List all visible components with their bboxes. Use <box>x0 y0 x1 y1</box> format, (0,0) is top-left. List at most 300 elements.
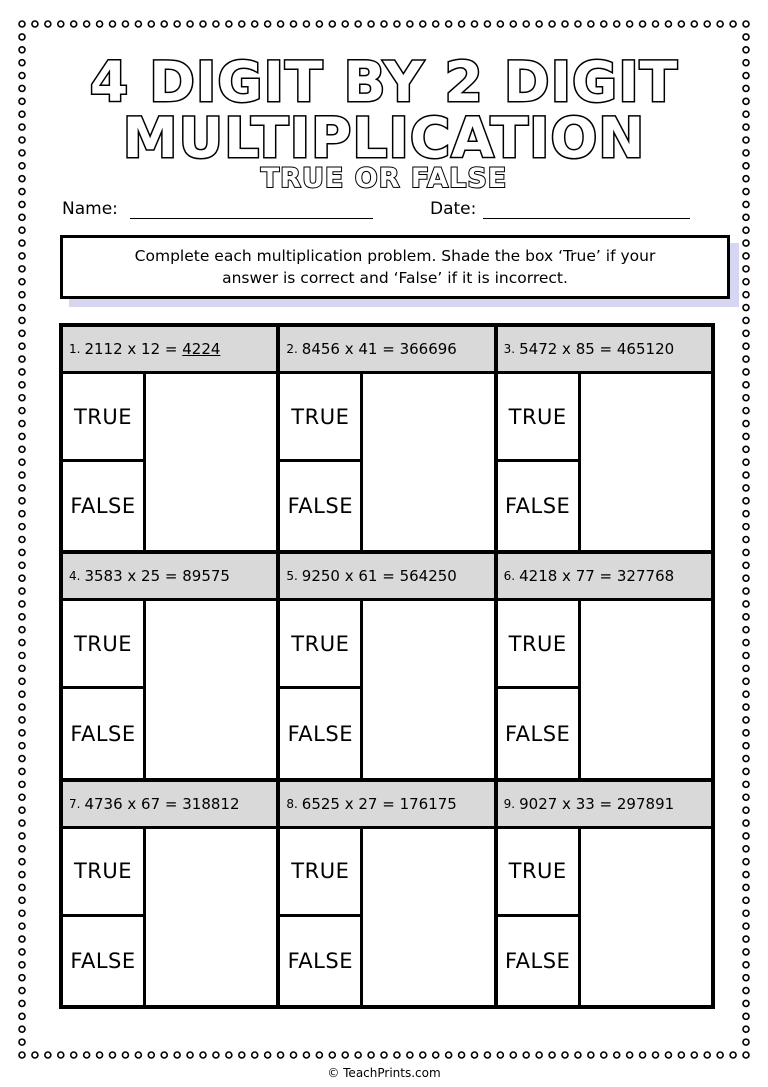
border-dot <box>627 1052 633 1058</box>
problem-number: 6. <box>503 569 516 584</box>
problem-number: 5. <box>286 569 298 584</box>
problem-header <box>63 554 276 601</box>
border-dot <box>19 614 25 620</box>
border-dot <box>19 884 25 890</box>
border-dot <box>743 936 749 942</box>
border-dot <box>420 21 426 27</box>
border-dot <box>19 485 25 491</box>
border-dot <box>523 21 529 27</box>
border-dot <box>19 678 25 684</box>
false-box[interactable]: FALSE <box>280 689 363 777</box>
border-dot <box>265 21 271 27</box>
true-box[interactable]: TRUE <box>498 374 581 462</box>
work-area[interactable] <box>146 601 276 777</box>
border-dot <box>562 21 568 27</box>
border-dot <box>19 820 25 826</box>
border-dot <box>743 356 749 362</box>
problem-answer: 366696 <box>399 340 457 358</box>
border-dot <box>239 21 245 27</box>
problem-expression: 3583 x 25 = <box>84 567 183 586</box>
border-dot <box>32 1052 38 1058</box>
border-dot <box>19 1000 25 1006</box>
border-dot <box>575 21 581 27</box>
border-dot <box>640 1052 646 1058</box>
problem-cell <box>280 327 493 550</box>
problem-answer: 4224 <box>182 340 221 358</box>
border-dot <box>743 640 749 646</box>
work-area[interactable] <box>146 374 276 550</box>
problem-number: 1. <box>69 342 81 356</box>
true-box[interactable]: TRUE <box>280 374 363 462</box>
border-dot <box>536 21 542 27</box>
border-dot <box>665 1052 671 1058</box>
border-dot <box>743 820 749 826</box>
problem-number: 2. <box>286 342 298 356</box>
border-dot <box>19 807 25 813</box>
border-dot <box>19 794 25 800</box>
border-dot <box>743 872 749 878</box>
border-dot <box>19 652 25 658</box>
problem-answer: 297891 <box>616 794 675 813</box>
border-dot <box>19 266 25 272</box>
border-dot <box>19 717 25 723</box>
border-dot <box>730 1052 736 1058</box>
border-dot <box>19 472 25 478</box>
border-dot <box>743 201 749 207</box>
border-dot <box>58 1052 64 1058</box>
border-dot <box>730 21 736 27</box>
border-dot <box>187 1052 193 1058</box>
false-box[interactable]: FALSE <box>498 689 581 777</box>
border-dot <box>743 652 749 658</box>
border-dot <box>743 549 749 555</box>
border-dot <box>743 446 749 452</box>
problem-expression: 6525 x 27 = <box>301 794 400 813</box>
problem-header <box>280 554 493 601</box>
border-dot <box>743 34 749 40</box>
border-dot <box>743 498 749 504</box>
border-dot <box>174 1052 180 1058</box>
border-dot <box>342 21 348 27</box>
border-dot <box>743 743 749 749</box>
border-dot <box>717 21 723 27</box>
border-dot <box>19 743 25 749</box>
border-dot <box>252 21 258 27</box>
border-dot <box>19 433 25 439</box>
border-dot <box>743 21 749 27</box>
border-dot <box>252 1052 258 1058</box>
false-box[interactable]: FALSE <box>498 462 581 550</box>
problem-cell <box>63 554 276 777</box>
problem-header <box>63 782 276 829</box>
work-area[interactable] <box>146 829 276 1005</box>
border-dot <box>743 369 749 375</box>
border-dot <box>97 21 103 27</box>
problem-cell <box>498 782 711 1005</box>
problem-expression: 4736 x 67 = <box>84 794 183 813</box>
border-dot <box>743 704 749 710</box>
border-dot <box>342 1052 348 1058</box>
border-dot <box>19 227 25 233</box>
border-dot <box>19 833 25 839</box>
false-box[interactable]: FALSE <box>280 917 363 1005</box>
date-field[interactable] <box>483 218 690 219</box>
border-dot <box>19 872 25 878</box>
border-dot <box>368 1052 374 1058</box>
border-dot <box>226 21 232 27</box>
border-dot <box>19 601 25 607</box>
border-dot <box>19 214 25 220</box>
border-dot <box>653 1052 659 1058</box>
true-box[interactable]: TRUE <box>63 829 146 917</box>
border-dot <box>239 1052 245 1058</box>
work-area[interactable] <box>581 374 711 550</box>
border-dot <box>355 21 361 27</box>
problem-expression: 9250 x 61 = <box>301 567 400 586</box>
border-dot <box>97 1052 103 1058</box>
border-dot <box>743 910 749 916</box>
border-dot <box>19 562 25 568</box>
border-dot <box>19 897 25 903</box>
problem-expression: 4218 x 77 = <box>519 567 617 586</box>
border-dot <box>743 756 749 762</box>
border-dot <box>19 846 25 852</box>
border-dot <box>420 1052 426 1058</box>
border-dot <box>19 459 25 465</box>
border-dot <box>291 21 297 27</box>
problem-answer: 318812 <box>182 794 240 813</box>
border-dot <box>472 21 478 27</box>
border-dot <box>19 317 25 323</box>
border-dot <box>743 988 749 994</box>
border-dot <box>291 1052 297 1058</box>
true-box[interactable]: TRUE <box>280 829 363 917</box>
border-dot <box>135 1052 141 1058</box>
border-dot <box>19 781 25 787</box>
border-dot <box>45 1052 51 1058</box>
problem-cell <box>280 782 493 1005</box>
problem-number: 7. <box>69 796 81 811</box>
border-dot <box>19 949 25 955</box>
border-dot <box>743 485 749 491</box>
border-dot <box>678 1052 684 1058</box>
border-dot <box>19 305 25 311</box>
border-dot <box>19 395 25 401</box>
border-dot <box>743 305 749 311</box>
name-label: Name: <box>62 199 118 219</box>
border-dot <box>717 1052 723 1058</box>
border-dot <box>19 498 25 504</box>
instructions-line-2: answer is correct and ‘False’ if it is incorrect. <box>222 269 568 287</box>
border-dot <box>743 691 749 697</box>
border-dot <box>497 1052 503 1058</box>
border-dot <box>743 382 749 388</box>
border-dot <box>19 923 25 929</box>
border-dot <box>497 21 503 27</box>
border-dot <box>510 21 516 27</box>
border-dot <box>743 330 749 336</box>
problem-cell <box>498 327 711 550</box>
border-dot <box>743 614 749 620</box>
problem-expression: 8456 x 41 = <box>301 340 400 358</box>
border-dot <box>743 794 749 800</box>
border-dot <box>19 730 25 736</box>
border-dot <box>19 253 25 259</box>
border-dot <box>743 678 749 684</box>
border-dot <box>743 975 749 981</box>
border-dot <box>148 21 154 27</box>
border-dot <box>71 21 77 27</box>
border-dot <box>549 1052 555 1058</box>
border-dot <box>743 897 749 903</box>
border-dot <box>743 1052 749 1058</box>
border-dot <box>743 884 749 890</box>
border-dot <box>19 21 25 27</box>
border-dot <box>743 781 749 787</box>
border-dot <box>213 1052 219 1058</box>
problem-answer: 327768 <box>616 567 675 586</box>
border-dot <box>446 1052 452 1058</box>
instructions-box <box>60 235 730 299</box>
border-dot <box>19 201 25 207</box>
problem-header <box>63 327 276 374</box>
border-dot <box>743 717 749 723</box>
border-dot <box>743 214 749 220</box>
border-dot <box>743 227 749 233</box>
false-box[interactable]: FALSE <box>63 689 146 777</box>
border-dot <box>32 21 38 27</box>
border-dot <box>549 21 555 27</box>
border-dot <box>484 1052 490 1058</box>
border-dot <box>743 524 749 530</box>
problem-number: 3. <box>503 342 516 356</box>
border-dot <box>743 665 749 671</box>
border-dot <box>743 833 749 839</box>
border-dot <box>19 756 25 762</box>
false-box[interactable]: FALSE <box>498 917 581 1005</box>
border-dot <box>278 21 284 27</box>
border-dot <box>743 1000 749 1006</box>
border-dot <box>161 21 167 27</box>
border-dot <box>614 1052 620 1058</box>
problem-number: 8. <box>286 796 298 811</box>
border-dot <box>19 549 25 555</box>
problem-grid <box>59 323 715 1009</box>
problem-answer: 176175 <box>399 794 457 813</box>
border-dot <box>174 21 180 27</box>
title-line-2: MULTIPLICATION <box>122 106 646 170</box>
border-dot <box>19 446 25 452</box>
problem-answer: 465120 <box>616 340 675 358</box>
border-dot <box>575 1052 581 1058</box>
border-dot <box>523 1052 529 1058</box>
problem-header <box>498 554 711 601</box>
border-dot <box>743 459 749 465</box>
border-dot <box>743 433 749 439</box>
border-dot <box>653 21 659 27</box>
work-area[interactable] <box>581 601 711 777</box>
border-dot <box>743 859 749 865</box>
border-dot <box>19 369 25 375</box>
border-dot <box>640 21 646 27</box>
border-dot <box>19 343 25 349</box>
border-dot <box>58 21 64 27</box>
border-dot <box>19 240 25 246</box>
border-dot <box>19 279 25 285</box>
border-dot <box>19 936 25 942</box>
border-dot <box>226 1052 232 1058</box>
border-dot <box>459 21 465 27</box>
border-dot <box>19 421 25 427</box>
border-dot <box>200 1052 206 1058</box>
problem-expression: 2112 x 12 = <box>84 340 183 358</box>
border-dot <box>743 537 749 543</box>
border-dot <box>161 1052 167 1058</box>
border-dot <box>187 21 193 27</box>
false-box[interactable]: FALSE <box>280 462 363 550</box>
border-dot <box>704 1052 710 1058</box>
border-dot <box>743 949 749 955</box>
true-box[interactable]: TRUE <box>498 829 581 917</box>
border-dot <box>316 1052 322 1058</box>
border-dot <box>743 1026 749 1032</box>
problem-number: 4. <box>69 569 81 584</box>
problem-answer: 564250 <box>399 567 457 586</box>
border-dot <box>704 21 710 27</box>
border-dot <box>110 1052 116 1058</box>
border-dot <box>19 768 25 774</box>
border-dot <box>472 1052 478 1058</box>
work-area[interactable] <box>581 829 711 1005</box>
border-dot <box>743 1013 749 1019</box>
border-dot <box>19 34 25 40</box>
border-dot <box>200 21 206 27</box>
border-dot <box>19 910 25 916</box>
problem-cell <box>280 554 493 777</box>
border-dot <box>84 1052 90 1058</box>
problem-cell <box>63 327 276 550</box>
border-dot <box>743 395 749 401</box>
border-dot <box>588 21 594 27</box>
border-dot <box>614 21 620 27</box>
border-dot <box>743 730 749 736</box>
border-dot <box>446 21 452 27</box>
border-dot <box>484 21 490 27</box>
false-box[interactable]: FALSE <box>63 917 146 1005</box>
border-dot <box>122 21 128 27</box>
border-dot <box>665 21 671 27</box>
border-dot <box>743 962 749 968</box>
border-dot <box>303 1052 309 1058</box>
border-dot <box>19 691 25 697</box>
border-dot <box>213 21 219 27</box>
problem-header <box>280 327 493 374</box>
border-dot <box>71 1052 77 1058</box>
border-dot <box>19 975 25 981</box>
border-dot <box>19 1052 25 1058</box>
border-dot <box>135 21 141 27</box>
border-dot <box>743 807 749 813</box>
work-area[interactable] <box>363 374 493 550</box>
border-dot <box>394 1052 400 1058</box>
true-box[interactable]: TRUE <box>63 374 146 462</box>
true-box[interactable]: TRUE <box>63 601 146 689</box>
work-area[interactable] <box>363 601 493 777</box>
border-dot <box>19 988 25 994</box>
name-field[interactable] <box>130 218 373 219</box>
border-dot <box>19 859 25 865</box>
border-dot <box>743 1039 749 1045</box>
true-box[interactable]: TRUE <box>280 601 363 689</box>
border-dot <box>743 588 749 594</box>
border-dot <box>743 562 749 568</box>
border-dot <box>743 472 749 478</box>
border-dot <box>743 240 749 246</box>
border-dot <box>743 511 749 517</box>
problem-header <box>498 327 711 374</box>
border-dot <box>407 1052 413 1058</box>
border-dot <box>316 21 322 27</box>
border-dot <box>278 1052 284 1058</box>
border-dot <box>19 330 25 336</box>
border-dot <box>743 421 749 427</box>
border-dot <box>394 21 400 27</box>
border-dot <box>19 704 25 710</box>
border-dot <box>148 1052 154 1058</box>
border-dot <box>678 21 684 27</box>
border-dot <box>536 1052 542 1058</box>
border-dot <box>588 1052 594 1058</box>
border-dot <box>19 588 25 594</box>
border-dot <box>19 665 25 671</box>
problem-header <box>280 782 493 829</box>
border-dot <box>743 266 749 272</box>
title-line-1: 4 DIGIT BY 2 DIGIT <box>89 50 679 114</box>
border-dot <box>743 575 749 581</box>
border-dot <box>19 1039 25 1045</box>
copyright-footer: © TeachPrints.com <box>327 1066 441 1080</box>
border-dot <box>743 279 749 285</box>
border-dot <box>110 21 116 27</box>
border-dot <box>84 21 90 27</box>
border-dot <box>19 627 25 633</box>
border-dot <box>743 253 749 259</box>
border-dot <box>19 640 25 646</box>
border-dot <box>19 962 25 968</box>
work-area[interactable] <box>363 829 493 1005</box>
date-label: Date: <box>430 199 477 219</box>
instructions-line-1: Complete each multiplication problem. Shade the box ‘True’ if your <box>134 247 656 265</box>
subtitle: TRUE OR FALSE <box>260 163 508 194</box>
border-dot <box>510 1052 516 1058</box>
problem-number: 9. <box>503 796 516 811</box>
border-dot <box>303 21 309 27</box>
border-dot <box>459 1052 465 1058</box>
true-box[interactable]: TRUE <box>498 601 581 689</box>
problem-header <box>498 782 711 829</box>
border-dot <box>562 1052 568 1058</box>
border-dot <box>743 627 749 633</box>
border-dot <box>19 1026 25 1032</box>
border-dot <box>19 524 25 530</box>
problem-answer: 89575 <box>182 567 230 586</box>
border-dot <box>19 511 25 517</box>
false-box[interactable]: FALSE <box>63 462 146 550</box>
border-dot <box>601 21 607 27</box>
border-dot <box>743 317 749 323</box>
problem-expression: 9027 x 33 = <box>519 794 617 813</box>
border-dot <box>433 1052 439 1058</box>
